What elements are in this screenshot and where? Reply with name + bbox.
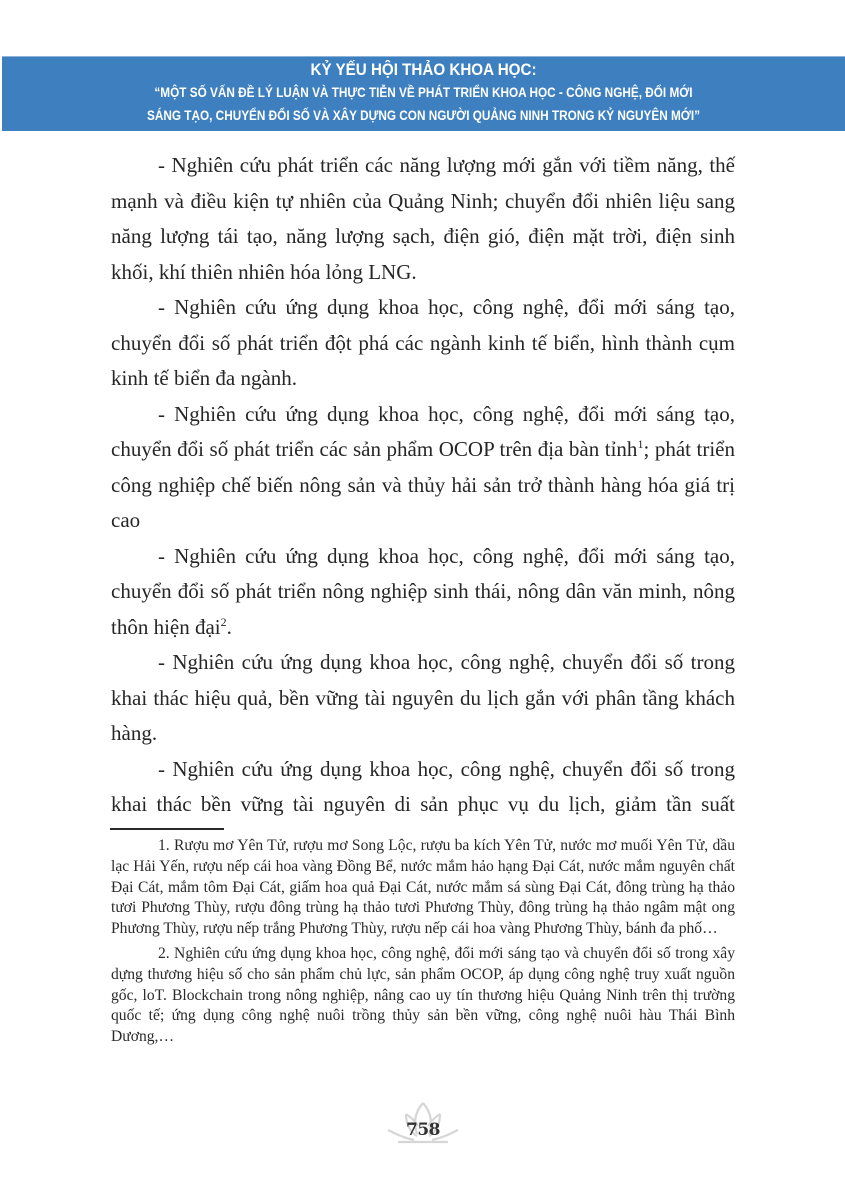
footnote-2: 2. Nghiên cứu ứng dụng khoa học, công nghệ, đổi mới sáng tạo và chuyển đổi số trong xây dựng thương hiệu số cho sản phẩm chủ lực, sản phẩm OCOP, áp dụng công nghệ truy xuất nguồn gốc, loT. Blockchain trong nông nghiệp, nâng cao uy tín thương hiệu Quảng Ninh trên thị trường quốc tế; ứng dụng công nghệ nuôi trồng thủy sản bền vững, công nghệ nuôi hàu Thái Bình Dương,… bbox=[111, 944, 735, 1046]
paragraph: - Nghiên cứu phát triển các năng lượng mới gắn với tiềm năng, thế mạnh và điều kiện tự nhiên của Quảng Ninh; chuyển đổi nhiên liệu sang năng lượng tái tạo, năng lượng sạch, điện gió, điện mặt trời, điện sinh khối, khí thiên nhiên hóa lỏng LNG. bbox=[111, 153, 735, 284]
paragraph-text: - Nghiên cứu ứng dụng khoa học, công nghệ, đổi mới sáng tạo, chuyển đổi số phát triển nông nghiệp sinh thái, nông dân văn minh, nông thôn hiện đại bbox=[111, 543, 735, 639]
paragraph: - Nghiên cứu ứng dụng khoa học, công nghệ, chuyển đổi số trong khai thác hiệu quả, bền vững tài nguyên du lịch gắn với phân tầng khách hàng. bbox=[111, 650, 735, 745]
header-banner bbox=[2, 56, 845, 131]
proceedings-title: KỶ YẾU HỘI THẢO KHOA HỌC: bbox=[310, 61, 537, 79]
footnote-1: 1. Rượu mơ Yên Tử, rượu mơ Song Lộc, rượu ba kích Yên Tử, nước mơ muối Yên Tử, dầu lạc Hải Yến, rượu nếp cái hoa vàng Đồng Bể, nước mắm hảo hạng Đại Cát, nước mắm nguyên chất Đại Cát, mắm tôm Đại Cát, giấm hoa quả Đại Cát, nước mắm sá sùng Đại Cát, đông trùng hạ thảo tươi Phương Thùy, rượu đông trùng hạ thảo tươi Phương Thùy, đông trùng hạ thảo ngâm mật ong Phương Thùy, rượu nếp trắng Phương Thùy, rượu nếp cái hoa vàng Phương Thùy, bánh đa phố… bbox=[111, 837, 735, 938]
conference-subtitle-line-2: SÁNG TẠO, CHUYỂN ĐỔI SỐ VÀ XÂY DỰNG CON NGƯỜI QUẢNG NINH TRONG KỶ NGUYÊN MỚI” bbox=[146, 108, 700, 124]
paragraph bbox=[111, 397, 735, 539]
paragraph-text: . bbox=[226, 614, 232, 639]
footnote-ref-2[interactable]: 2 bbox=[220, 614, 227, 629]
page-number: 758 bbox=[406, 1120, 440, 1140]
paragraph-text: - Nghiên cứu ứng dụng khoa học, công nghệ, đổi mới sáng tạo, chuyển đổi số phát triển các sản phẩm OCOP trên địa bàn tỉnh bbox=[111, 401, 735, 461]
footnotes bbox=[111, 836, 735, 1052]
footnote-ref-1[interactable]: 1 bbox=[637, 437, 644, 451]
paragraph-text: ; phát triển công nghiệp chế biến nông sản và thủy hải sản trở thành hàng hóa giá trị cao bbox=[111, 437, 735, 532]
paragraph: - Nghiên cứu ứng dụng khoa học, công nghệ, chuyển đổi số trong khai thác bền vững tài nguyên di sản phục vụ du lịch, giảm tần suất bbox=[111, 756, 735, 816]
page-number-ornament bbox=[384, 1100, 462, 1148]
paragraph: - Nghiên cứu ứng dụng khoa học, công nghệ, đổi mới sáng tạo, chuyển đổi số phát triển đột phá các ngành kinh tế biển, hình thành cụm kinh tế biển đa ngành. bbox=[111, 295, 735, 390]
body-text bbox=[111, 148, 735, 823]
footnote-divider bbox=[110, 828, 224, 830]
conference-subtitle-line-1: “MỘT SỐ VẤN ĐỀ LÝ LUẬN VÀ THỰC TIỄN VỀ PHÁT TRIỂN KHOA HỌC - CÔNG NGHỆ, ĐỔI MỚI bbox=[154, 85, 693, 101]
paragraph bbox=[111, 539, 735, 646]
